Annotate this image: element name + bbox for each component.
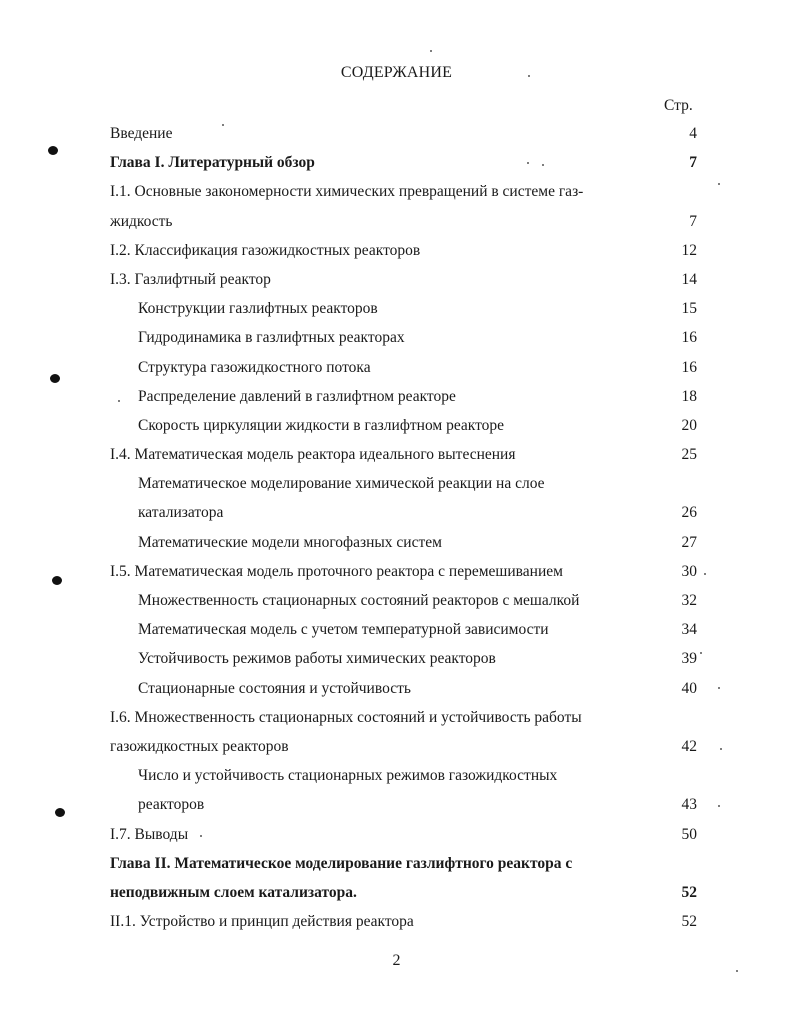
toc-section-1-5 xyxy=(0,557,793,586)
toc-section-1-6-cont xyxy=(0,732,793,761)
toc-entry-page: 34 xyxy=(681,621,697,639)
toc-entry-text: Число и устойчивость стационарных режимов газожидкостных xyxy=(138,767,558,785)
scan-speck xyxy=(704,573,706,575)
toc-entry-page: 16 xyxy=(681,329,697,347)
punch-hole xyxy=(55,808,65,817)
scan-speck xyxy=(736,970,738,972)
toc-entry-text: Структура газожидкостного потока xyxy=(138,358,371,376)
toc-subsection-cont xyxy=(0,498,793,527)
toc-subsection xyxy=(0,674,793,703)
toc-chapter-1 xyxy=(0,148,793,177)
toc-entry-text: I.2. Классификация газожидкостных реакторов xyxy=(110,241,421,259)
toc-entry-page: 7 xyxy=(689,154,697,172)
scan-speck xyxy=(718,183,720,185)
scan-speck xyxy=(720,748,722,750)
toc-subsection xyxy=(0,469,793,498)
toc-entry-text: Математическая модель с учетом температурной зависимости xyxy=(138,621,549,639)
toc-subsection xyxy=(0,411,793,440)
scan-speck xyxy=(118,400,120,402)
toc-entry-page: 15 xyxy=(681,300,697,318)
toc-section-1-2 xyxy=(0,236,793,265)
scan-speck xyxy=(718,687,720,689)
toc-entry-text: Математическое моделирование химической реакции на слое xyxy=(138,475,545,493)
toc-entry-text: I.6. Множественность стационарных состояний и устойчивость работы xyxy=(110,708,582,726)
scan-speck xyxy=(527,162,529,164)
toc-entry-page: 40 xyxy=(681,679,697,697)
toc-entry-page: 4 xyxy=(689,125,697,142)
toc-section-1-7 xyxy=(0,820,793,849)
toc-subsection xyxy=(0,586,793,615)
scan-speck xyxy=(700,652,702,654)
toc-entry-text: Распределение давлений в газлифтном реакторе xyxy=(138,387,456,405)
toc-subsection xyxy=(0,761,793,790)
toc-entry-page: 30 xyxy=(681,562,697,580)
toc-entry-text: жидкость xyxy=(110,212,173,230)
toc-section-1-3 xyxy=(0,265,793,294)
toc-chapter-2-cont xyxy=(0,878,793,907)
toc-entry-text: II.1. Устройство и принцип действия реактора xyxy=(110,913,414,931)
toc-entry-text: газожидкостных реакторов xyxy=(110,737,289,755)
toc-entry-page: 12 xyxy=(681,241,697,259)
toc-entry-text: I.4. Математическая модель реактора идеального вытеснения xyxy=(110,446,516,464)
toc-entry-text: I.3. Газлифтный реактор xyxy=(110,270,271,288)
toc-entry-text: катализатора xyxy=(138,504,224,522)
toc-entry-page: 52 xyxy=(681,883,697,901)
toc-entry-text: Стационарные состояния и устойчивость xyxy=(138,679,411,697)
toc-subsection-cont xyxy=(0,790,793,819)
page-column-label: Стр. xyxy=(664,97,693,114)
toc-entry-page: 25 xyxy=(681,446,697,464)
toc-entry-page: 26 xyxy=(681,504,697,522)
punch-hole xyxy=(48,146,58,155)
scan-speck xyxy=(542,164,544,166)
toc-section-1-4 xyxy=(0,440,793,469)
toc-entry-page: 43 xyxy=(681,796,697,814)
scan-speck xyxy=(718,805,720,807)
toc-subsection xyxy=(0,353,793,382)
punch-hole xyxy=(50,374,60,383)
toc-entry-text: Конструкции газлифтных реакторов xyxy=(138,300,378,318)
scan-speck xyxy=(222,124,224,126)
toc-entry-text: неподвижным слоем катализатора. xyxy=(110,883,357,901)
toc-entry-page: 42 xyxy=(681,737,697,755)
table-of-contents xyxy=(0,119,793,936)
toc-entry-text: реакторов xyxy=(138,796,205,814)
toc-section-2-1 xyxy=(0,907,793,936)
toc-subsection xyxy=(0,528,793,557)
toc-entry-page: 27 xyxy=(681,533,697,551)
toc-entry-text: Устойчивость режимов работы химических реакторов xyxy=(138,650,496,668)
toc-chapter-2 xyxy=(0,849,793,878)
toc-entry-text: I.1. Основные закономерности химических превращений в системе газ- xyxy=(110,183,584,201)
page-title: СОДЕРЖАНИЕ xyxy=(340,64,453,81)
toc-entry-text: Гидродинамика в газлифтных реакторах xyxy=(138,329,405,347)
toc-entry-page: 39 xyxy=(681,650,697,668)
toc-entry-text: I.7. Выводы xyxy=(110,825,189,843)
toc-entry-text: I.5. Математическая модель проточного реактора с перемешиванием xyxy=(110,562,563,580)
scan-speck xyxy=(200,835,202,837)
toc-entry-text: Математические модели многофазных систем xyxy=(138,533,442,551)
toc-entry-text: Множественность стационарных состояний реакторов с мешалкой xyxy=(138,592,580,609)
toc-entry-page: 32 xyxy=(681,592,697,609)
toc-entry-page: 20 xyxy=(681,416,697,434)
toc-entry-page: 16 xyxy=(681,358,697,376)
toc-subsection xyxy=(0,382,793,411)
punch-hole xyxy=(52,576,62,585)
toc-subsection xyxy=(0,294,793,323)
toc-section-1-6 xyxy=(0,703,793,732)
toc-entry-page: 18 xyxy=(681,387,697,405)
toc-entry-page: 14 xyxy=(681,270,697,288)
toc-section-1-1 xyxy=(0,177,793,206)
toc-entry-page: 50 xyxy=(681,825,697,843)
toc-entry-page: 7 xyxy=(689,212,697,230)
scan-speck xyxy=(430,50,432,52)
toc-subsection xyxy=(0,615,793,644)
toc-entry-text: Глава I. Литературный обзор xyxy=(110,154,315,172)
page-number: 2 xyxy=(392,952,401,969)
toc-entry-page: 52 xyxy=(681,913,697,931)
toc-entry-text: Введение xyxy=(110,125,173,142)
toc-entry-introduction xyxy=(0,119,793,148)
toc-entry-text: Скорость циркуляции жидкости в газлифтном реакторе xyxy=(138,416,505,434)
scan-speck xyxy=(528,75,530,77)
toc-subsection xyxy=(0,644,793,673)
toc-section-1-1-cont xyxy=(0,207,793,236)
toc-subsection xyxy=(0,323,793,352)
toc-entry-text: Глава II. Математическое моделирование газлифтного реактора с xyxy=(110,854,573,872)
